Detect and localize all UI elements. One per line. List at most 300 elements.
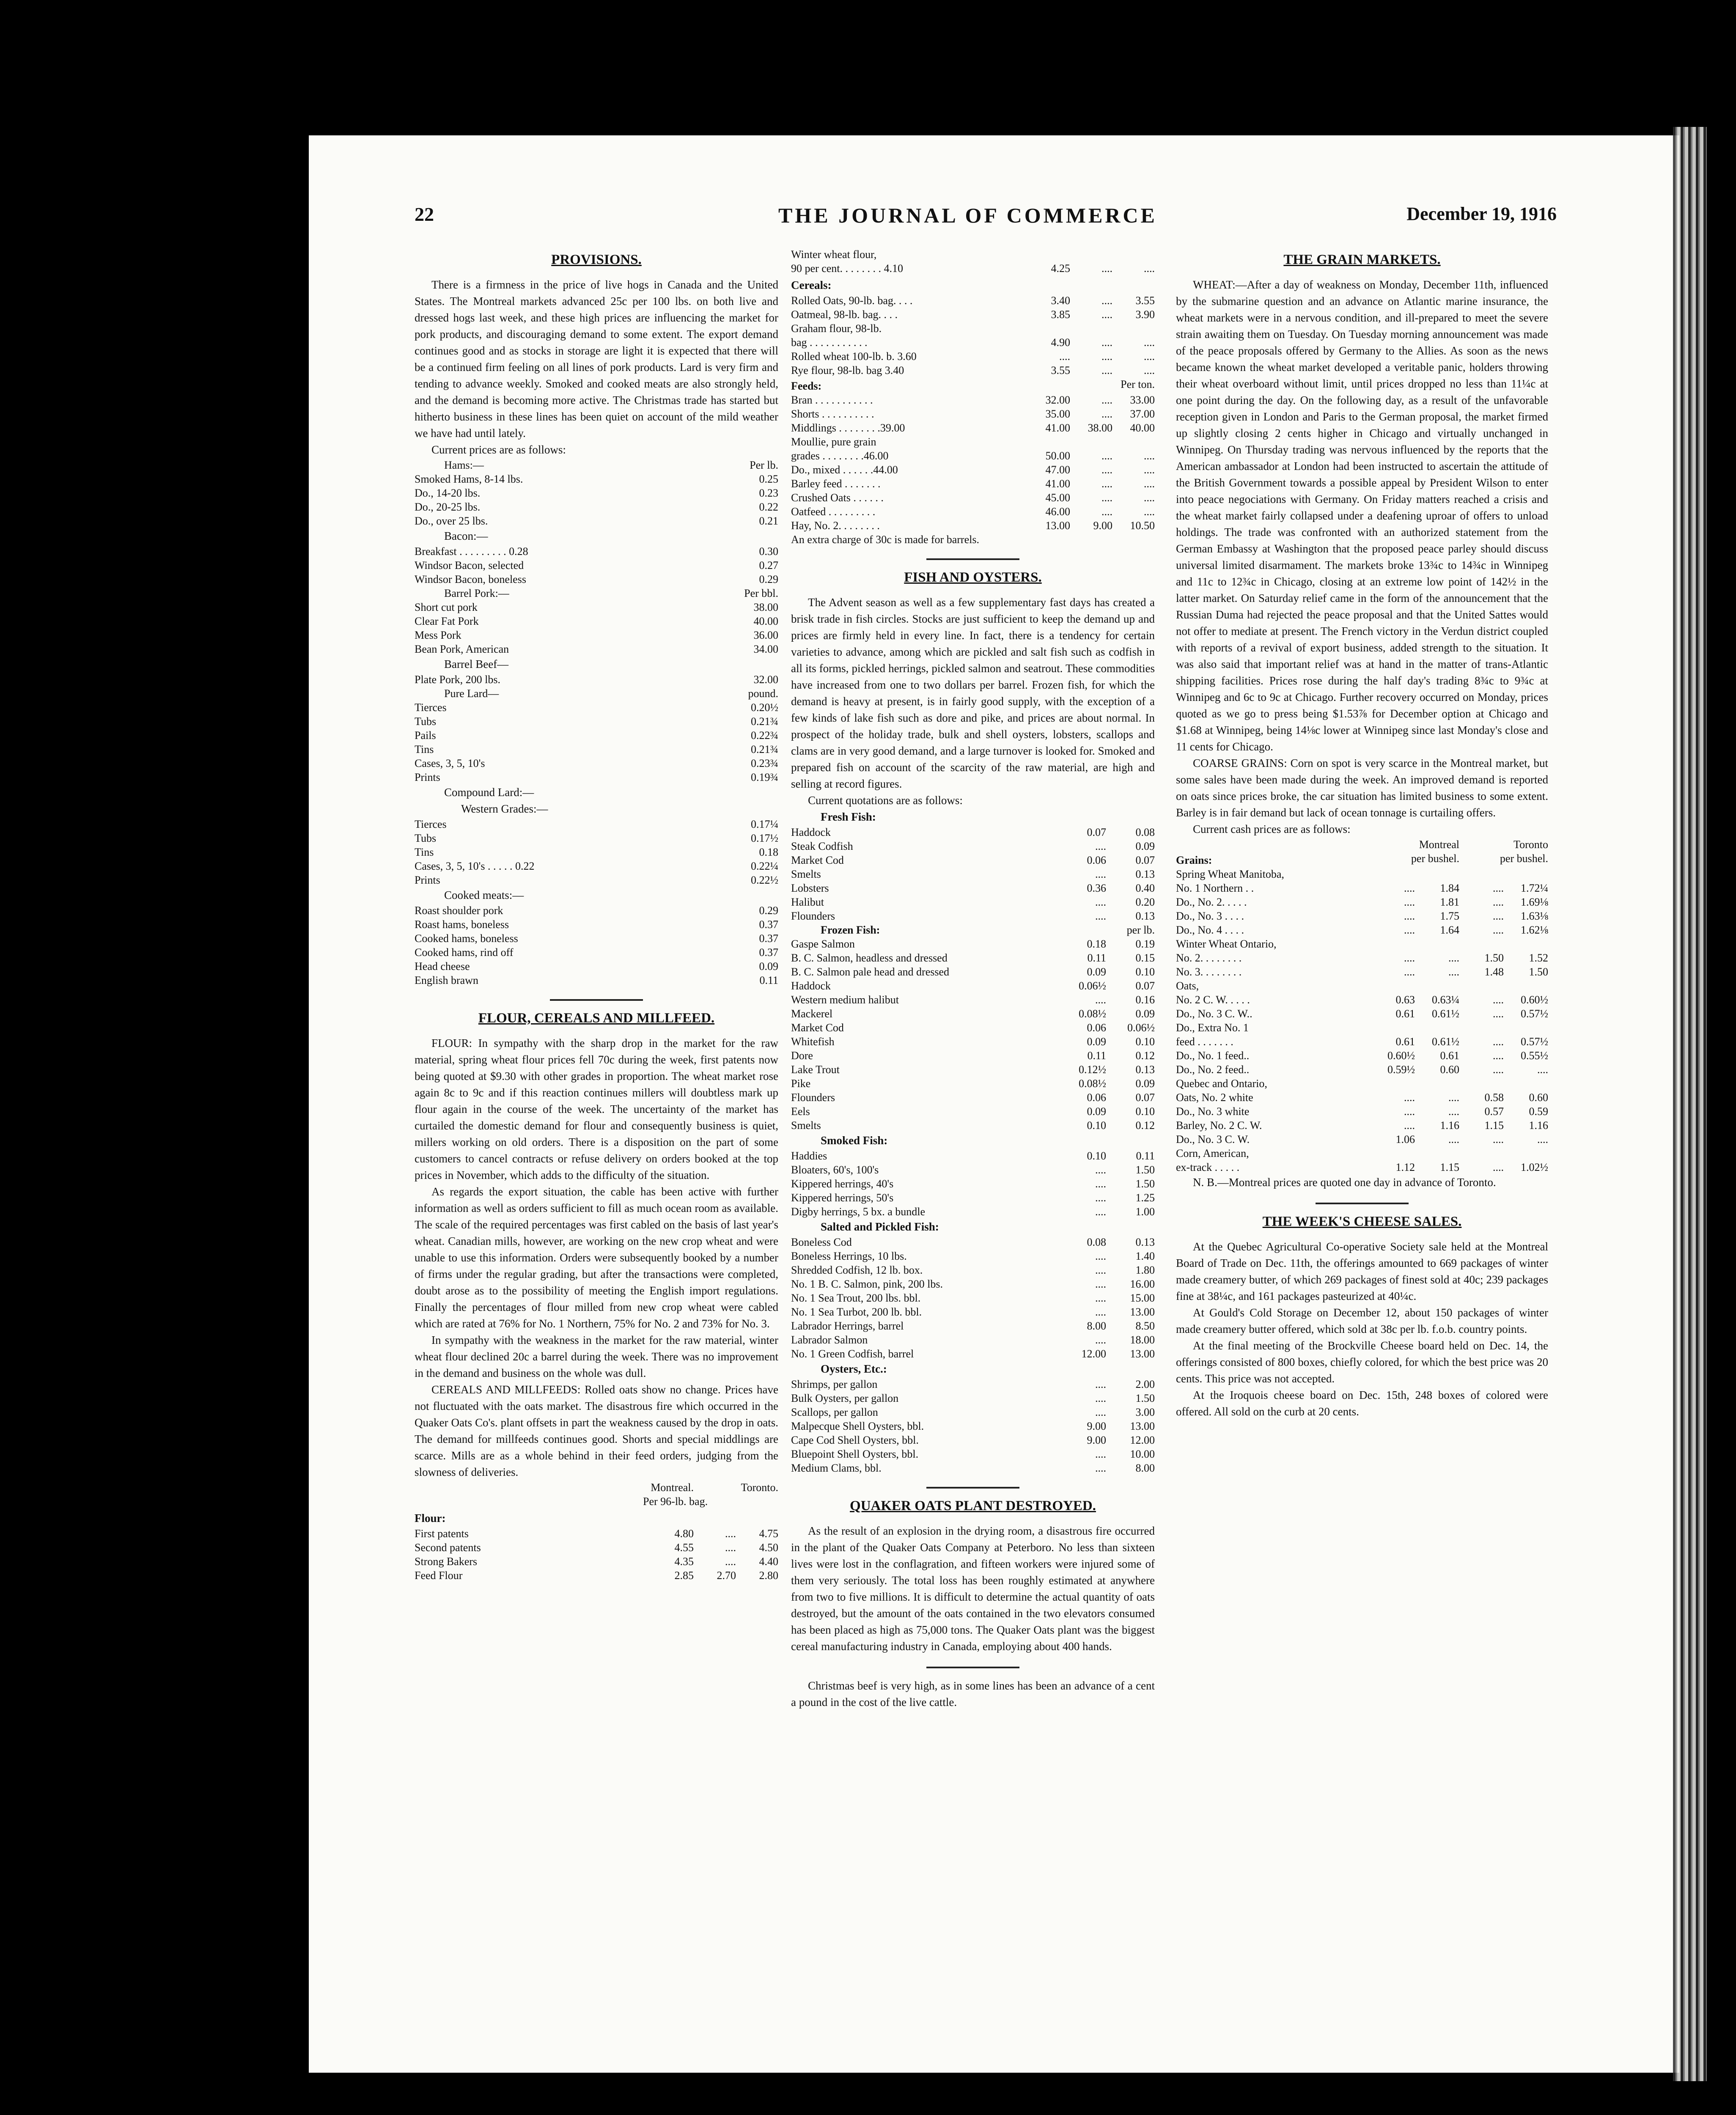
item-name: bag . . . . . . . . . . . xyxy=(791,336,868,349)
price-value: 1.52 xyxy=(1529,952,1548,964)
price-value: .... xyxy=(1404,966,1415,978)
price-value: 0.23¾ xyxy=(751,757,778,769)
price-row xyxy=(791,1391,1155,1405)
price-value: .... xyxy=(1404,1091,1415,1104)
item-name: Dore xyxy=(791,1049,813,1062)
item-name: feed . . . . . . . xyxy=(1176,1036,1233,1048)
price-value: 4.25 xyxy=(1051,262,1070,275)
price-value: 3.00 xyxy=(1135,1406,1155,1418)
price-value: .... xyxy=(1404,1105,1415,1118)
price-value: 0.07 xyxy=(1135,1091,1155,1104)
price-row xyxy=(791,321,1155,335)
item-name: grades . . . . . . . .46.00 xyxy=(791,450,889,462)
price-value: 0.09 xyxy=(1087,966,1106,978)
price-value: .... xyxy=(1101,308,1112,321)
price-value: 0.21¾ xyxy=(751,743,778,755)
price-value: .... xyxy=(1404,910,1415,922)
price-row xyxy=(791,1433,1155,1447)
item-name: No. 1 Green Codfish, barrel xyxy=(791,1348,914,1360)
price-row xyxy=(415,756,778,770)
price-row xyxy=(791,1163,1155,1177)
section-rule xyxy=(926,1487,1019,1489)
grain-unit-toronto: per bushel. xyxy=(1500,852,1548,865)
item-name: Do., No. 4 . . . . xyxy=(1176,924,1244,936)
price-value: .... xyxy=(1493,924,1504,936)
cereals-subheading: Cereals: xyxy=(791,279,832,291)
section-rule xyxy=(1316,1203,1409,1204)
price-value: .... xyxy=(1493,1036,1504,1048)
price-row xyxy=(415,514,778,528)
feeds-unit: Per ton. xyxy=(1121,378,1155,390)
price-row xyxy=(791,1319,1155,1333)
price-value: 0.12½ xyxy=(1079,1063,1106,1076)
price-value: .... xyxy=(1101,408,1112,420)
price-row xyxy=(1176,1035,1548,1049)
western-grades-heading: Western Grades:— xyxy=(461,802,548,815)
item-name: Smoked Hams, 8-14 lbs. xyxy=(415,473,523,485)
price-row xyxy=(1176,1104,1548,1118)
item-name: Second patents xyxy=(415,1541,481,1554)
flour-toronto-header: Toronto. xyxy=(741,1481,778,1494)
price-value: 0.22¼ xyxy=(751,860,778,872)
price-value: 4.80 xyxy=(674,1527,694,1540)
price-value xyxy=(1415,1021,1459,1035)
price-value: 0.11 xyxy=(1136,1150,1155,1162)
page-edge xyxy=(1673,127,1707,2081)
item-name: Do., No. 1 feed.. xyxy=(1176,1049,1250,1062)
item-name: Prints xyxy=(415,874,440,886)
flour-heading: FLOUR, CEREALS AND MILLFEED. xyxy=(478,1011,715,1026)
pure-lard-unit: pound. xyxy=(748,687,778,700)
price-value: .... xyxy=(1095,1278,1106,1290)
price-value: 0.55½ xyxy=(1521,1049,1548,1062)
grains-subheading: Grains: xyxy=(1176,854,1212,866)
price-value: 0.06½ xyxy=(1079,980,1106,992)
price-row xyxy=(791,909,1155,923)
price-value: 1.15 xyxy=(1484,1119,1504,1132)
price-value: .... xyxy=(1059,350,1070,363)
item-name: Windsor Bacon, selected xyxy=(415,559,524,571)
price-value: 0.13 xyxy=(1135,868,1155,880)
price-value: 0.63 xyxy=(1395,994,1415,1006)
price-row xyxy=(791,477,1155,491)
price-value: 0.21 xyxy=(759,515,778,527)
frozen-fish-heading: Frozen Fish: xyxy=(821,924,880,936)
item-name: No. 2 C. W. . . . . xyxy=(1176,994,1250,1006)
price-value: 1.50 xyxy=(1484,952,1504,964)
page-header xyxy=(415,203,1557,233)
barrel-pork-heading: Barrel Pork:— xyxy=(444,587,509,599)
price-value: 32.00 xyxy=(1045,394,1070,406)
grain-note: N. B.—Montreal prices are quoted one day in advance of Toronto. xyxy=(1193,1176,1496,1189)
grain-intro: Current cash prices are as follows: xyxy=(1193,823,1351,835)
price-value xyxy=(1028,321,1070,335)
grain-toronto-header: Toronto xyxy=(1514,838,1548,851)
price-value: .... xyxy=(1493,1063,1504,1076)
item-name: Lake Trout xyxy=(791,1063,840,1076)
price-value: 1.50 xyxy=(1135,1178,1155,1190)
price-value: 2.80 xyxy=(759,1569,778,1582)
price-value: 45.00 xyxy=(1045,492,1070,504)
price-row xyxy=(791,1377,1155,1391)
price-value: 0.59 xyxy=(1529,1105,1548,1118)
price-value xyxy=(1070,247,1112,261)
item-name: Labrador Salmon xyxy=(791,1334,868,1346)
item-name: Spring Wheat Manitoba, xyxy=(1176,868,1284,880)
item-name: Digby herrings, 5 bx. a bundle xyxy=(791,1206,926,1218)
price-value: 0.19¾ xyxy=(751,771,778,783)
price-value: 0.37 xyxy=(759,946,778,959)
item-name: Clear Fat Pork xyxy=(415,615,479,627)
price-value: .... xyxy=(725,1527,736,1540)
price-value: 0.07 xyxy=(1087,826,1106,838)
item-name: Shredded Codfish, 12 lb. box. xyxy=(791,1264,923,1276)
item-name: Roast shoulder pork xyxy=(415,904,503,917)
price-row xyxy=(791,1177,1155,1191)
price-row xyxy=(791,1205,1155,1219)
price-value: .... xyxy=(1144,364,1155,376)
masthead-title: THE JOURNAL OF COMMERCE xyxy=(778,203,1157,227)
price-value: 0.37 xyxy=(759,932,778,945)
price-value: .... xyxy=(1448,1133,1459,1145)
item-name: Gaspe Salmon xyxy=(791,938,855,950)
price-value: 0.20½ xyxy=(751,701,778,714)
price-value: 8.00 xyxy=(1135,1462,1155,1474)
price-row xyxy=(791,1347,1155,1361)
item-name: No. 3. . . . . . . . xyxy=(1176,966,1242,978)
price-value xyxy=(1415,937,1459,951)
item-name: Market Cod xyxy=(791,854,844,866)
price-value xyxy=(1415,867,1459,881)
price-value: .... xyxy=(1144,336,1155,349)
item-name: Do., over 25 lbs. xyxy=(415,515,488,527)
item-name: Eels xyxy=(791,1105,810,1118)
price-value: 0.60 xyxy=(1440,1063,1459,1076)
price-row xyxy=(1176,965,1548,979)
price-row xyxy=(1176,937,1548,951)
column-1 xyxy=(415,247,778,1978)
price-value: 36.00 xyxy=(753,629,778,641)
price-value: .... xyxy=(1095,910,1106,922)
item-name: Rye flour, 98-lb. bag 3.40 xyxy=(791,364,904,376)
price-value: 1.80 xyxy=(1135,1264,1155,1276)
price-value: 0.09 xyxy=(1135,1008,1155,1020)
price-value: 16.00 xyxy=(1130,1278,1155,1290)
price-value: .... xyxy=(1493,1049,1504,1062)
price-value: .... xyxy=(1493,1133,1504,1145)
price-value: 0.08 xyxy=(1087,1236,1106,1248)
price-value: 0.10 xyxy=(1087,1150,1106,1162)
price-value: 1.16 xyxy=(1529,1119,1548,1132)
price-row xyxy=(791,1447,1155,1461)
grain-montreal-header: Montreal xyxy=(1419,838,1459,851)
price-row xyxy=(791,965,1155,979)
item-name: Do., No. 3 C. W.. xyxy=(1176,1008,1253,1020)
price-value: 1.48 xyxy=(1484,966,1504,978)
item-name: Pike xyxy=(791,1077,811,1090)
price-row xyxy=(1176,881,1548,895)
price-row xyxy=(791,335,1155,349)
fish-heading: FISH AND OYSTERS. xyxy=(904,570,1042,585)
price-value: .... xyxy=(1448,966,1459,978)
price-value xyxy=(1459,937,1504,951)
price-value: 12.00 xyxy=(1081,1348,1106,1360)
price-row xyxy=(791,1007,1155,1021)
price-value: .... xyxy=(1101,450,1112,462)
price-value: 1.50 xyxy=(1529,966,1548,978)
frozen-fish-unit: per lb. xyxy=(1126,924,1155,936)
barrel-pork-table xyxy=(415,600,778,656)
price-row xyxy=(415,945,778,959)
price-value: 0.15 xyxy=(1135,952,1155,964)
price-value: 0.21¾ xyxy=(751,715,778,728)
price-value xyxy=(1112,321,1155,335)
price-row xyxy=(415,544,778,558)
price-value: 2.85 xyxy=(674,1569,694,1582)
price-value: .... xyxy=(1095,1292,1106,1304)
price-value: 3.55 xyxy=(1051,364,1070,376)
pure-lard-heading: Pure Lard— xyxy=(444,687,499,700)
price-row xyxy=(791,993,1155,1007)
price-row xyxy=(415,1541,778,1555)
item-name: B. C. Salmon, headless and dressed xyxy=(791,952,948,964)
price-value xyxy=(1070,435,1112,449)
price-value: .... xyxy=(1101,464,1112,476)
price-value: 2.00 xyxy=(1135,1378,1155,1390)
quaker-heading: QUAKER OATS PLANT DESTROYED. xyxy=(850,1498,1096,1513)
price-value: 0.17½ xyxy=(751,832,778,844)
price-value: 0.37 xyxy=(759,918,778,931)
price-row xyxy=(415,500,778,514)
price-row xyxy=(415,959,778,973)
fresh-fish-heading: Fresh Fish: xyxy=(821,810,876,823)
item-name: Medium Clams, bbl. xyxy=(791,1462,882,1474)
flour-paragraph-3: In sympathy with the weakness in the market for the raw material, winter wheat flour declined 20c a barrel during the week. There was no improvement in the demand and business on the whole was dull. xyxy=(415,1334,778,1379)
price-value xyxy=(1504,1146,1548,1160)
price-value: 0.19 xyxy=(1135,938,1155,950)
price-value: 0.61 xyxy=(1395,1008,1415,1020)
grain-wheat-paragraph: WHEAT:—After a day of weakness on Monday, December 11th, influenced by the submarine question and an advance on Atlantic marine insurance, the wheat markets were in a nervous condition, and ill-prepared to meet the severe strain awaiting them on Tuesday. On Tuesday morning announcement was made of the peace proposals offered by Germany to the Allies. As soon as the news became known the wheat market developed a veritable panic, holders throwing their wheat overboard without limit, until prices dropped no less than 11¼c at one point during the day. On the following day, as a result of the unfavorable reception given in London and Paris to the German proposal, the market firmed up slightly closing 2 cents higher in Chicago and virtually unchanged in Winnipeg. On Thursday trading was nervous influenced by the reports that the American ambassador at London had been instructed to ascertain the attitude of the British Government towards a possible appeal by President Wilson to enter into peace negociations with Germany. On Friday matters reached a crisis and the wheat market fairly collapsed under a deafening uproar of offers to unload holdings. The trade was confronted with an authorized statement from the German Embassy at Washington that the proposed peace parley should discuss universal limited disarmament. The markets broke 13¾c to 14¾c in Winnipeg and 11c to 12¾c in Chicago, closing at an extreme low point of 142½ in the latter market. On Saturday relief came in the form of the announcement that the Russian Duma had rejected the peace proposal and that the United Sattes would not offer to mediate at present. The French victory in the Verdun district coupled with reports of a revival of export business, added strength to the situation. It was also said that important relief was at hand in the matter of trans-Atlantic shipping facilities. Prices rose during the half day's trading 8¾c to 9¾c at Winnipeg and 6c to 9c at Chicago. Further recovery occurred on Monday, prices quoted as we go to press being $1.53⅞ for December option at Chicago and $1.68 at Winnipeg, being 14⅛c lower at Winnipeg since last Monday's close and 11 cents for Chicago. xyxy=(1176,278,1548,753)
price-row xyxy=(415,714,778,728)
price-value: 0.61 xyxy=(1395,1036,1415,1048)
fish-intro: Current quotations are as follows: xyxy=(808,794,963,807)
item-name: Haddies xyxy=(791,1150,827,1162)
item-name: No. 1 Sea Trout, 200 lbs. bbl. xyxy=(791,1292,921,1304)
price-value: 0.36 xyxy=(1087,882,1106,894)
price-row xyxy=(415,673,778,687)
flour-montreal-header: Montreal. xyxy=(651,1481,694,1494)
price-value: 0.13 xyxy=(1135,910,1155,922)
item-name: Short cut pork xyxy=(415,601,478,613)
price-value: 41.00 xyxy=(1045,422,1070,434)
price-value: 0.57½ xyxy=(1521,1036,1548,1048)
price-value: .... xyxy=(1095,1392,1106,1404)
price-value: 1.25 xyxy=(1135,1192,1155,1204)
price-row xyxy=(1176,993,1548,1007)
column-3 xyxy=(1176,247,1548,1978)
flour-prices-table xyxy=(415,1527,778,1582)
price-value: .... xyxy=(1493,1161,1504,1173)
price-value: 46.00 xyxy=(1045,505,1070,518)
price-value: 1.40 xyxy=(1135,1250,1155,1262)
item-name: Halibut xyxy=(791,896,824,908)
price-row xyxy=(791,1235,1155,1249)
price-row xyxy=(791,937,1155,951)
price-value: 0.57 xyxy=(1484,1105,1504,1118)
price-row xyxy=(791,1191,1155,1205)
item-name: Cape Cod Shell Oysters, bbl. xyxy=(791,1434,919,1446)
cooked-meats-heading: Cooked meats:— xyxy=(444,889,524,901)
price-value: 0.06 xyxy=(1087,1022,1106,1034)
price-value: .... xyxy=(1448,1105,1459,1118)
price-row xyxy=(791,979,1155,993)
price-value: 38.00 xyxy=(1088,422,1112,434)
price-value: 9.00 xyxy=(1087,1434,1106,1446)
item-name: B. C. Salmon pale head and dressed xyxy=(791,966,950,978)
oysters-heading: Oysters, Etc.: xyxy=(821,1362,887,1375)
item-name: Shorts . . . . . . . . . . xyxy=(791,408,874,420)
price-value xyxy=(1459,1146,1504,1160)
price-row xyxy=(415,845,778,859)
item-name: Cooked hams, rind off xyxy=(415,946,514,959)
price-row xyxy=(791,867,1155,881)
price-value: 1.12 xyxy=(1395,1161,1415,1173)
item-name: Breakfast . . . . . . . . . 0.28 xyxy=(415,545,528,558)
issue-date: December 19, 1916 xyxy=(1406,203,1557,224)
price-row xyxy=(791,1461,1155,1475)
price-value: 0.06½ xyxy=(1127,1022,1155,1034)
price-row xyxy=(791,1405,1155,1419)
price-value: 0.08½ xyxy=(1079,1008,1106,1020)
cooked-meats-table xyxy=(415,904,778,987)
price-value xyxy=(1415,1146,1459,1160)
price-row xyxy=(791,1291,1155,1305)
price-value: 0.60½ xyxy=(1521,994,1548,1006)
item-name: Strong Bakers xyxy=(415,1555,478,1568)
price-value: 0.16 xyxy=(1135,994,1155,1006)
item-name: Head cheese xyxy=(415,960,470,972)
price-row xyxy=(415,917,778,931)
price-value: 0.63¼ xyxy=(1432,994,1459,1006)
price-value: .... xyxy=(1101,492,1112,504)
price-value: 0.61½ xyxy=(1432,1008,1459,1020)
price-value: 0.09 xyxy=(1087,1036,1106,1048)
item-name: Mackerel xyxy=(791,1008,833,1020)
price-value: .... xyxy=(1101,505,1112,518)
price-value: 0.22 xyxy=(759,501,778,513)
price-value: 0.09 xyxy=(1135,840,1155,852)
price-value: .... xyxy=(1144,262,1155,275)
price-row xyxy=(415,728,778,742)
item-name: Labrador Herrings, barrel xyxy=(791,1320,904,1332)
price-value: 0.08½ xyxy=(1079,1077,1106,1090)
price-row xyxy=(1176,1007,1548,1021)
price-value: 35.00 xyxy=(1045,408,1070,420)
price-value: 1.64 xyxy=(1440,924,1459,936)
compound-lard-table xyxy=(415,817,778,887)
price-value: .... xyxy=(1493,910,1504,922)
price-row xyxy=(791,1077,1155,1090)
price-value: 0.30 xyxy=(759,545,778,558)
item-name: Graham flour, 98-lb. xyxy=(791,322,882,335)
cheese-paragraph-2: At Gould's Cold Storage on December 12, about 150 packages of winter made creamery butter offered, which sold at 38c per lb. f.o.b. country points. xyxy=(1176,1306,1548,1335)
price-value xyxy=(1504,867,1548,881)
price-value: 13.00 xyxy=(1130,1420,1155,1432)
item-name: Oatfeed . . . . . . . . . xyxy=(791,505,876,518)
price-value: 13.00 xyxy=(1130,1348,1155,1360)
barrel-beef-heading: Barrel Beef— xyxy=(444,658,509,670)
price-value: 1.06 xyxy=(1395,1133,1415,1145)
price-value: 0.17¼ xyxy=(751,818,778,830)
price-value: .... xyxy=(1144,350,1155,363)
item-name: Tubs xyxy=(415,715,437,728)
cheese-paragraph-4: At the Iroquois cheese board on Dec. 15th, 248 boxes of colored were offered. All sold on the curb at 20 cents. xyxy=(1176,1389,1548,1418)
item-name: Pails xyxy=(415,729,436,742)
grain-prices-table xyxy=(1176,867,1548,1174)
price-value: 15.00 xyxy=(1130,1292,1155,1304)
price-value xyxy=(1371,1146,1415,1160)
price-value: 4.40 xyxy=(759,1555,778,1568)
price-value: 3.55 xyxy=(1135,294,1155,307)
price-row xyxy=(1176,1146,1548,1160)
price-value: .... xyxy=(1095,1164,1106,1176)
price-row xyxy=(415,600,778,614)
salted-fish-heading: Salted and Pickled Fish: xyxy=(821,1220,939,1233)
price-value xyxy=(1070,321,1112,335)
item-name: Feed Flour xyxy=(415,1569,463,1582)
price-row xyxy=(791,951,1155,965)
fish-paragraph: The Advent season as well as a few supplementary fast days has created a brisk trade in fish circles. Stocks are just sufficient to keep the demand up and prices are firmly held in every line. In fact, there is a tendency for certain varieties to advance, among which are pickled and salt fish such as codfish in all its forms, pickled herrings, pickled salmon and seatrout. These commodities have increased from one to two dollars per barrel. Frozen fish, for which the demand is heavy at present, is in fairly good supply, with the exception of a few kinds of lake fish such as dore and pike, and prices are about normal. In prospect of the holiday trade, bulk and shell oysters, lobsters, scallops and clams are in very good demand, and a large turnover is looked for. Smoked and prepared fish on account of the scarcity of the raw material, are high and selling at record figures. xyxy=(791,596,1155,790)
price-value: 18.00 xyxy=(1130,1334,1155,1346)
price-value: 0.18 xyxy=(759,846,778,858)
price-value: .... xyxy=(1095,1406,1106,1418)
item-name: Tubs xyxy=(415,832,437,844)
item-name: Haddock xyxy=(791,980,831,992)
price-row xyxy=(1176,909,1548,923)
price-value: .... xyxy=(1095,1462,1106,1474)
price-value: 40.00 xyxy=(753,615,778,627)
price-row xyxy=(791,393,1155,407)
item-name: Boneless Cod xyxy=(791,1236,852,1248)
hams-unit: Per lb. xyxy=(750,459,778,471)
quaker-paragraph: As the result of an explosion in the drying room, a disastrous fire occurred in the plant of the Quaker Oats Company at Peterboro. No less than sixteen lives were lost in the conflagration, and fifteen workers were injured some of them very seriously. The total loss has been roughly estimated at anywhere from two to five millions. It is difficult to determine the actual quantity of oats destroyed, but the amount of the oats contained in the two elevators consumed has been placed as high as 75,000 tons. The Quaker Oats plant was the biggest cereal manufacturing industry in Canada, employing about 400 hands. xyxy=(791,1524,1155,1653)
price-value: 0.60 xyxy=(1529,1091,1548,1104)
item-name: Barley feed . . . . . . . xyxy=(791,478,881,490)
price-row xyxy=(791,1305,1155,1319)
item-name: Steak Codfish xyxy=(791,840,853,852)
price-value: 0.07 xyxy=(1135,980,1155,992)
price-value: 1.75 xyxy=(1440,910,1459,922)
price-value: 1.84 xyxy=(1440,882,1459,894)
price-value: .... xyxy=(1101,294,1112,307)
item-name: No. 2. . . . . . . . xyxy=(1176,952,1242,964)
price-row xyxy=(1176,1118,1548,1132)
price-value xyxy=(1504,937,1548,951)
item-name: Whitefish xyxy=(791,1036,835,1048)
item-name: Cases, 3, 5, 10's xyxy=(415,757,485,769)
price-value: 0.11 xyxy=(1087,952,1106,964)
item-name: Boneless Herrings, 10 lbs. xyxy=(791,1250,907,1262)
price-row xyxy=(791,491,1155,505)
price-value: 0.61½ xyxy=(1432,1036,1459,1048)
price-row xyxy=(415,486,778,500)
price-value: 1.69⅛ xyxy=(1521,896,1548,908)
item-name: Winter Wheat Ontario, xyxy=(1176,938,1277,950)
item-name: Haddock xyxy=(791,826,831,838)
price-row xyxy=(1176,895,1548,909)
price-row xyxy=(415,817,778,831)
item-name: 90 per cent. . . . . . . . 4.10 xyxy=(791,262,904,275)
